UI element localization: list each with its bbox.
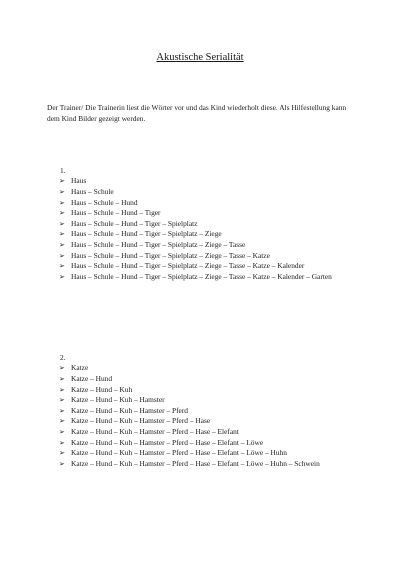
list-item-text: Katze – Hund – Kuh – Hamster – Pferd – Hase – Elefant xyxy=(71,426,239,436)
list-item-text: Katze xyxy=(71,363,89,373)
list-item xyxy=(58,272,358,283)
word-list xyxy=(58,176,358,282)
list-item xyxy=(58,176,358,187)
page-title: Akustische Serialität xyxy=(156,52,244,63)
list-item xyxy=(58,459,358,470)
arrowhead-bullet-icon: ➢ xyxy=(59,396,65,405)
list-item xyxy=(58,427,358,438)
arrowhead-bullet-icon: ➢ xyxy=(59,417,65,426)
list-item xyxy=(58,395,358,406)
arrowhead-bullet-icon: ➢ xyxy=(59,262,65,271)
list-item xyxy=(58,363,358,374)
list-item-text: Katze – Hund – Kuh – Hamster – Pferd – Hase xyxy=(71,416,211,426)
arrowhead-bullet-icon: ➢ xyxy=(59,438,65,447)
arrowhead-bullet-icon: ➢ xyxy=(59,385,65,394)
list-item xyxy=(58,261,358,272)
list-item-text: Haus – Schule – Hund – Tiger – Spielplatz – Ziege – Tasse – Katze xyxy=(71,250,270,260)
section-number: 1. xyxy=(60,166,66,175)
arrowhead-bullet-icon: ➢ xyxy=(59,240,65,249)
list-item-text: Haus – Schule – Hund – Tiger – Spielplatz – Ziege – Tasse – Katze – Kalender xyxy=(71,261,305,271)
arrowhead-bullet-icon: ➢ xyxy=(59,219,65,228)
list-item xyxy=(58,208,358,219)
list-item xyxy=(58,448,358,459)
list-item-text: Haus – Schule – Hund – Tiger – Spielplatz xyxy=(71,218,198,228)
list-item-text: Katze – Hund – Kuh – Hamster – Pferd – Hase – Elefant – Löwe – Huhn – Schwein xyxy=(71,458,320,468)
arrowhead-bullet-icon: ➢ xyxy=(59,177,65,186)
list-item-text: Katze – Hund xyxy=(71,374,113,383)
word-list xyxy=(58,363,358,469)
list-item xyxy=(58,229,358,240)
list-item-text: Haus – Schule – Hund – Tiger – Spielplatz – Ziege xyxy=(71,229,222,239)
arrowhead-bullet-icon: ➢ xyxy=(59,251,65,260)
list-item-text: Katze – Hund – Kuh – Hamster xyxy=(71,395,165,405)
list-item xyxy=(58,198,358,209)
exercise-section-1 xyxy=(58,166,358,282)
list-item xyxy=(58,374,358,385)
list-item xyxy=(58,385,358,396)
list-item xyxy=(58,251,358,262)
arrowhead-bullet-icon: ➢ xyxy=(59,459,65,468)
arrowhead-bullet-icon: ➢ xyxy=(59,209,65,218)
list-item xyxy=(58,438,358,449)
section-number: 2. xyxy=(60,353,66,362)
list-item-text: Katze – Hund – Kuh – Hamster – Pferd – Hase – Elefant – Löwe – Huhn xyxy=(71,448,287,458)
list-item-text: Katze – Hund – Kuh – Hamster – Pferd xyxy=(71,405,188,415)
list-item-text: Haus – Schule – Hund – Tiger xyxy=(71,208,161,218)
exercise-section-2 xyxy=(58,353,358,469)
arrowhead-bullet-icon: ➢ xyxy=(59,364,65,373)
list-item-text: Haus – Schule – Hund – Tiger – Spielplatz – Ziege – Tasse – Katze – Kalender – Garten xyxy=(71,271,332,281)
list-item-text: Haus – Schule – Hund xyxy=(71,197,138,207)
arrowhead-bullet-icon: ➢ xyxy=(59,375,65,383)
arrowhead-bullet-icon: ➢ xyxy=(59,230,65,239)
list-item-text: Haus – Schule xyxy=(71,187,114,196)
list-item xyxy=(58,416,358,427)
arrowhead-bullet-icon: ➢ xyxy=(59,427,65,436)
arrowhead-bullet-icon: ➢ xyxy=(59,198,65,207)
arrowhead-bullet-icon: ➢ xyxy=(59,449,65,458)
list-item-text: Haus xyxy=(71,176,87,186)
arrowhead-bullet-icon: ➢ xyxy=(59,406,65,415)
list-item xyxy=(58,406,358,417)
list-item xyxy=(58,240,358,251)
list-item xyxy=(58,187,358,198)
list-item-text: Katze – Hund – Kuh xyxy=(71,384,133,394)
intro-paragraph: Der Trainer/ Die Trainerin liest die Wörter vor und das Kind wiederholt diese. Als Hilfestellung kann dem Kind Bilder gezeigt werden. xyxy=(47,103,347,123)
arrowhead-bullet-icon: ➢ xyxy=(59,188,65,196)
list-item-text: Katze – Hund – Kuh – Hamster – Pferd – Hase – Elefant – Löwe xyxy=(71,437,264,447)
list-item-text: Haus – Schule – Hund – Tiger – Spielplatz – Ziege – Tasse xyxy=(71,239,246,249)
list-item xyxy=(58,219,358,230)
arrowhead-bullet-icon: ➢ xyxy=(59,272,65,281)
